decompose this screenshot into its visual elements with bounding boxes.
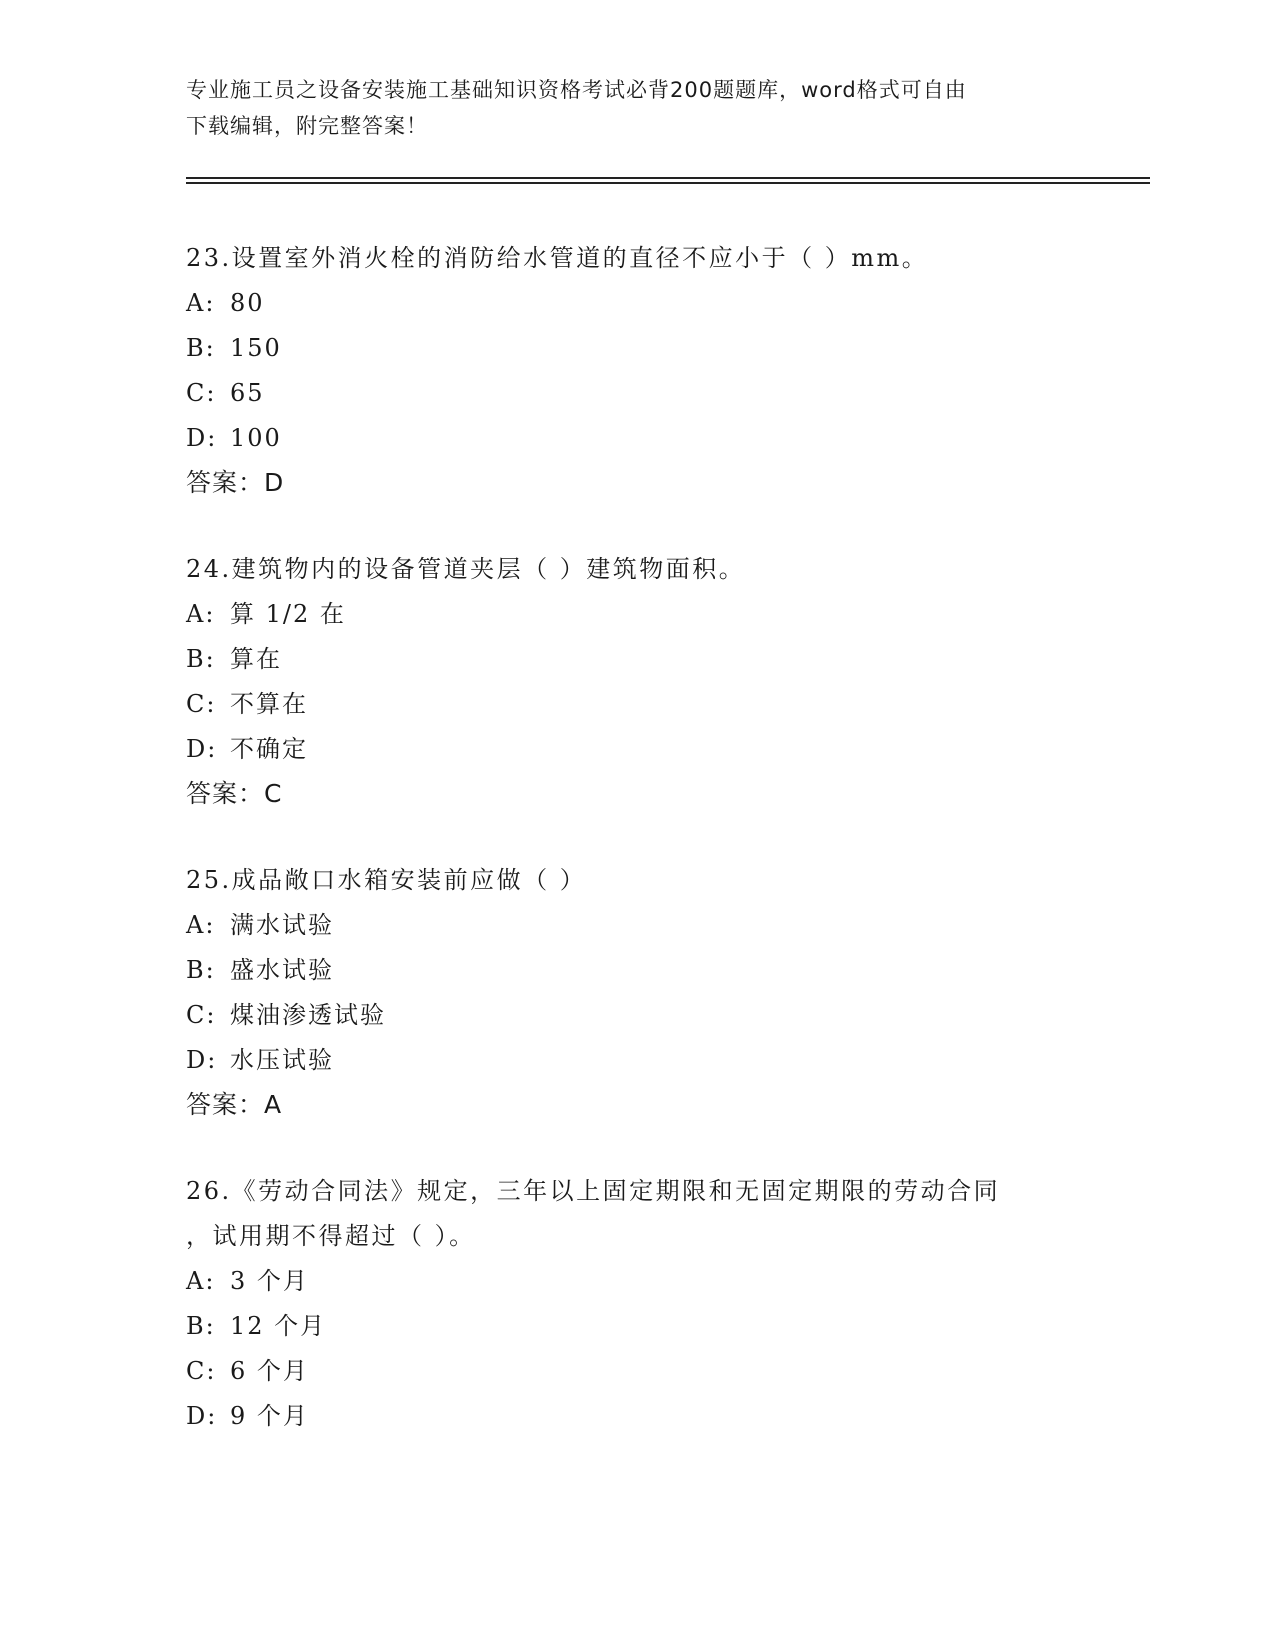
option-text: 12 个月 [230,1312,327,1340]
option-letter: A: [186,911,216,939]
option-text: 水压试验 [230,1046,334,1074]
option-letter: C: [186,379,217,407]
option-letter: B: [186,645,216,673]
option-text: 满水试验 [230,911,334,939]
option-a [186,1259,1086,1304]
option-text: 100 [230,424,282,452]
option-b [186,326,1086,371]
option-a [186,903,1086,948]
option-c [186,1349,1086,1394]
option-letter: C: [186,1357,217,1385]
option-b [186,1304,1086,1349]
option-c [186,993,1086,1038]
option-letter: B: [186,334,216,362]
option-text: 65 [230,379,265,407]
option-text: 3 个月 [230,1267,309,1295]
option-letter: A: [186,1267,216,1295]
option-letter: A: [186,600,216,628]
option-c [186,371,1086,416]
option-letter: D: [186,735,218,763]
question-stem-line: ，试用期不得超过（ ）。 [186,1222,476,1250]
option-text: 盛水试验 [230,956,334,984]
question-stem-line: 25.成品敞口水箱安装前应做（ ） [186,866,587,894]
option-letter: B: [186,956,216,984]
option-text: 9 个月 [230,1402,309,1430]
option-text: 6 个月 [230,1357,309,1385]
option-d [186,416,1086,461]
answer-line: 答案：A [186,1090,283,1119]
header-line-2: 下载编辑，附完整答案！ [186,114,428,138]
question-stem [186,547,1086,592]
question-stem [186,236,1086,281]
option-text: 150 [230,334,282,362]
answer-line: 答案：D [186,468,285,497]
option-text: 算在 [230,645,282,673]
option-d [186,727,1086,772]
option-text: 不确定 [230,735,308,763]
option-d [186,1038,1086,1083]
question-24 [186,547,1086,816]
header-divider-bottom [186,182,1150,184]
question-stem [186,1169,1086,1259]
option-text: 算 1/2 在 [230,600,346,628]
question-stem-line: 26.《劳动合同法》规定，三年以上固定期限和无固定期限的劳动合同 [186,1177,1001,1205]
question-stem-line: 23.设置室外消火栓的消防给水管道的直径不应小于（ ）mm。 [186,244,929,272]
option-letter: C: [186,1001,217,1029]
question-23 [186,236,1086,505]
question-stem-line: 24.建筑物内的设备管道夹层（ ）建筑物面积。 [186,555,746,583]
document-header [186,72,1076,144]
option-letter: C: [186,690,217,718]
option-c [186,682,1086,727]
option-letter: D: [186,1046,218,1074]
option-b [186,637,1086,682]
header-divider-top [186,177,1150,179]
option-text: 80 [230,289,265,317]
option-text: 煤油渗透试验 [230,1001,386,1029]
option-letter: A: [186,289,216,317]
option-letter: B: [186,1312,216,1340]
option-b [186,948,1086,993]
option-d [186,1394,1086,1439]
question-list [186,236,1086,1481]
option-text: 不算在 [230,690,308,718]
option-a [186,592,1086,637]
option-letter: D: [186,1402,218,1430]
question-stem [186,858,1086,903]
question-26 [186,1169,1086,1439]
header-line-1: 专业施工员之设备安装施工基础知识资格考试必背200题题库，word格式可自由 [186,78,967,102]
answer-line: 答案：C [186,779,283,808]
question-25 [186,858,1086,1127]
option-a [186,281,1086,326]
option-letter: D: [186,424,218,452]
